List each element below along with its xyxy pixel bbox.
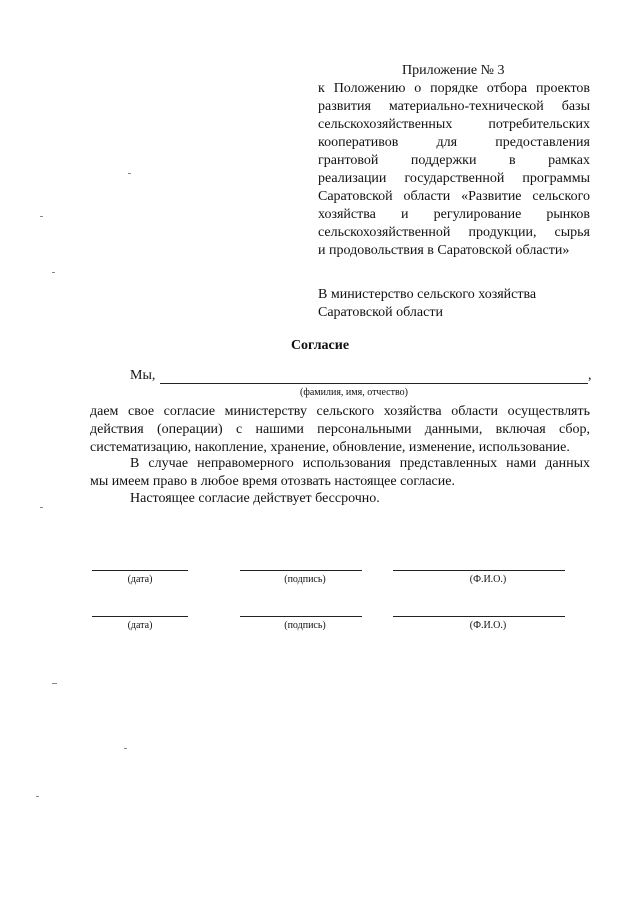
date-caption: (дата)	[127, 574, 153, 585]
paragraph-line: систематизацию, накопление, хранение, обновление, изменение, использование.	[90, 440, 570, 455]
addressee-line: В министерство сельского хозяйства	[318, 287, 537, 302]
scan-mark	[128, 173, 131, 174]
term-paragraph	[130, 490, 590, 508]
fio-comma: ,	[588, 368, 592, 383]
signature-line[interactable]	[240, 616, 362, 617]
fio-line[interactable]	[393, 616, 565, 617]
revocation-paragraph	[90, 455, 590, 491]
fio-sign-caption: (Ф.И.О.)	[469, 620, 507, 631]
appendix-reference	[318, 80, 590, 260]
paragraph-line: В случае неправомерного использования представленных нами данных	[130, 456, 590, 471]
scan-mark	[52, 683, 57, 684]
fio-line[interactable]	[393, 570, 565, 571]
date-line[interactable]	[92, 616, 188, 617]
signature-caption: (подпись)	[284, 620, 326, 631]
fio-sign-caption: (Ф.И.О.)	[469, 574, 507, 585]
appendix-line: сельскохозяйственных потребительских	[318, 117, 590, 132]
signature-caption: (подпись)	[284, 574, 326, 585]
appendix-line: реализации государственной программы	[318, 171, 590, 186]
date-caption: (дата)	[127, 620, 153, 631]
addressee-block	[318, 286, 536, 322]
fio-fill-line[interactable]	[160, 383, 588, 384]
paragraph-line: даем свое согласие министерству сельского хозяйства области осуществлять	[90, 404, 590, 419]
scan-mark	[40, 507, 43, 508]
appendix-line: грантовой поддержки в рамках	[318, 153, 590, 168]
scan-mark	[52, 272, 55, 273]
appendix-line: и продовольствия в Саратовской области»	[318, 243, 570, 258]
date-line[interactable]	[92, 570, 188, 571]
signature-line[interactable]	[240, 570, 362, 571]
paragraph-line: мы имеем право в любое время отозвать настоящее согласие.	[90, 474, 455, 489]
fio-caption: (фамилия, имя, отчество)	[300, 387, 408, 398]
appendix-line: развития материально-технической базы	[318, 99, 590, 114]
appendix-line: сельскохозяйственной продукции, сырья	[318, 225, 590, 240]
paragraph-line: действия (операции) с нашими персональными данными, включая сбор,	[90, 422, 590, 437]
appendix-line: кооперативов для предоставления	[318, 135, 590, 150]
appendix-line: хозяйства и регулирование рынков	[318, 207, 590, 222]
scan-mark	[36, 796, 39, 797]
paragraph-line: Настоящее согласие действует бессрочно.	[130, 491, 380, 506]
we-label: Мы,	[130, 368, 156, 383]
scan-mark	[124, 748, 127, 749]
document-title: Согласие	[290, 338, 350, 353]
appendix-line: к Положению о порядке отбора проектов	[318, 81, 590, 96]
scan-mark	[40, 216, 43, 217]
appendix-title: Приложение № 3	[402, 63, 505, 78]
consent-paragraph	[90, 403, 590, 457]
addressee-line: Саратовской области	[318, 305, 443, 320]
appendix-line: Саратовской области «Развитие сельского	[318, 189, 590, 204]
